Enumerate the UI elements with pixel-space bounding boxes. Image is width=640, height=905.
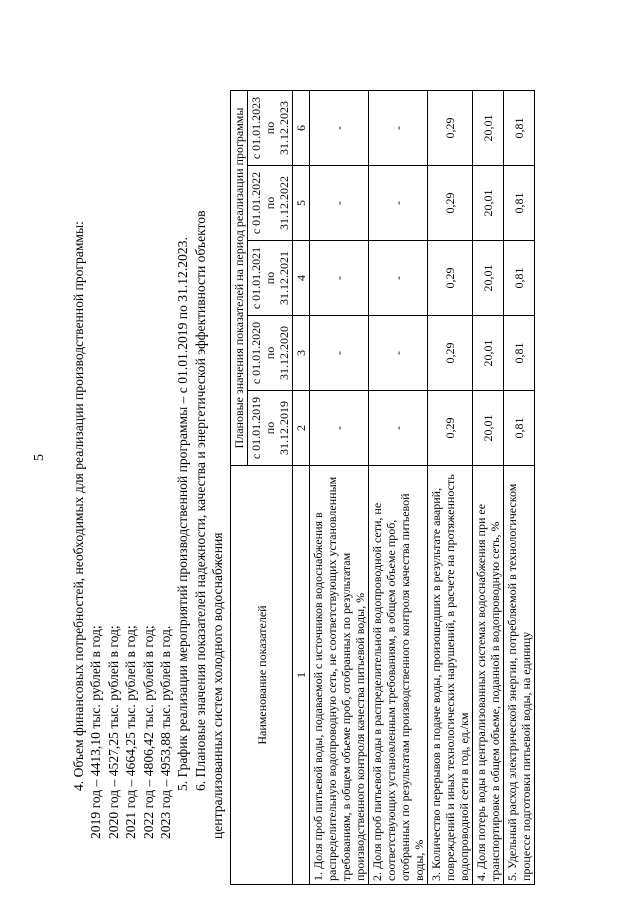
indicator-value: 20,01 (473, 241, 504, 316)
table-row (369, 91, 428, 885)
indicator-value: - (369, 316, 428, 391)
section-6-line1: 6. Плановые значения показателей надежности, качества и энергетической эффективности объектов (192, 210, 208, 791)
section-6-line2: централизованных систем холодного водоснабжения (210, 532, 226, 839)
period-header: с 01.01.2023 по 31.12.2023 (248, 91, 293, 166)
indicator-value: 0,81 (504, 316, 535, 391)
indicator-value: - (310, 241, 369, 316)
year-line: 2022 год – 4806,42 тыс. рублей в год; (140, 625, 156, 839)
page-number: 5 (32, 454, 47, 461)
table-row (473, 91, 504, 885)
indicator-value: - (369, 391, 428, 466)
indicator-value: 0,29 (428, 391, 473, 466)
table-header-row (231, 91, 248, 885)
indicator-value: - (369, 241, 428, 316)
name-header: Наименование показателей (231, 466, 293, 885)
section-5: 5. График реализации мероприятий производственной программы – с 01.01.2019 по 31.12.2023. (175, 237, 191, 791)
table-row (310, 91, 369, 885)
year-line: 2023 год – 4953,88 тыс. рублей в год. (158, 625, 174, 839)
period-header: с 01.01.2019 по 31.12.2019 (248, 391, 293, 466)
table-row (504, 91, 535, 885)
indicator-value: - (310, 391, 369, 466)
year-line: 2021 год – 4664,25 тыс. рублей в год; (123, 625, 139, 839)
period-header: с 01.01.2021 по 31.12.2021 (248, 241, 293, 316)
col-number: 2 (293, 391, 310, 466)
indicator-value: - (310, 166, 369, 241)
indicator-value: 0,29 (428, 166, 473, 241)
col-number: 6 (293, 91, 310, 166)
document-text (70, 39, 227, 839)
indicator-value: 20,01 (473, 91, 504, 166)
col-number: 5 (293, 166, 310, 241)
indicator-value: 20,01 (473, 316, 504, 391)
year-line: 2019 год – 4413,10 тыс. рублей в год; (88, 625, 104, 839)
indicator-value: 0,81 (504, 241, 535, 316)
indicator-name: 3. Количество перерывов в подаче воды, произошедших в результате аварий, повреждений и иных технологических нарушений, в расчете на протяженность водопроводной сети в год, ед./км (428, 466, 473, 885)
indicator-value: 0,81 (504, 166, 535, 241)
indicator-name: 1. Доля проб питьевой воды, подаваемой с источников водоснабжения в распределительную водопроводную сеть, не соответствующих установленным требованиям, в общем объеме проб, отобранных по результатам производственного контроля качества питьевой воды, % (310, 466, 369, 885)
indicator-value: 0,29 (428, 91, 473, 166)
section-4-title: 4. Объем финансовых потребностей, необходимых для реализации производственной программы: (71, 221, 86, 791)
period-header: с 01.01.2022 по 31.12.2022 (248, 166, 293, 241)
col-number: 1 (293, 466, 310, 885)
indicator-name: 4. Доля потерь воды в централизованных системах водоснабжения при ее транспортировке в общем объеме, поданной в водопроводную сеть, % (473, 466, 504, 885)
indicator-value: - (369, 91, 428, 166)
indicator-value: 20,01 (473, 166, 504, 241)
indicator-value: - (310, 316, 369, 391)
col-number: 3 (293, 316, 310, 391)
indicators-table (230, 90, 535, 885)
group-header: Плановые значения показателей на период реализации программы (231, 91, 248, 466)
indicator-value: 0,29 (428, 241, 473, 316)
indicator-value: 20,01 (473, 391, 504, 466)
indicator-value: 0,81 (504, 91, 535, 166)
indicator-value: 0,29 (428, 316, 473, 391)
column-numbers-row (293, 91, 310, 885)
indicator-name: 5. Удельный расход электрической энергии, потребляемой в технологическом процессе подготовки питьевой воды, на единицу (504, 466, 535, 885)
table-row (428, 91, 473, 885)
indicator-value: - (369, 166, 428, 241)
indicator-name: 2. Доля проб питьевой воды в распределительной водопроводной сети, не соответствующих установленным требованиям, в общем объеме проб, отобранных по результатам производственного контроля качества питьевой воды, % (369, 466, 428, 885)
indicator-value: 0,81 (504, 391, 535, 466)
col-number: 4 (293, 241, 310, 316)
indicator-value: - (310, 91, 369, 166)
year-line: 2020 год – 4527,25 тыс. рублей в год; (105, 625, 121, 839)
period-header: с 01.01.2020 по 31.12.2020 (248, 316, 293, 391)
